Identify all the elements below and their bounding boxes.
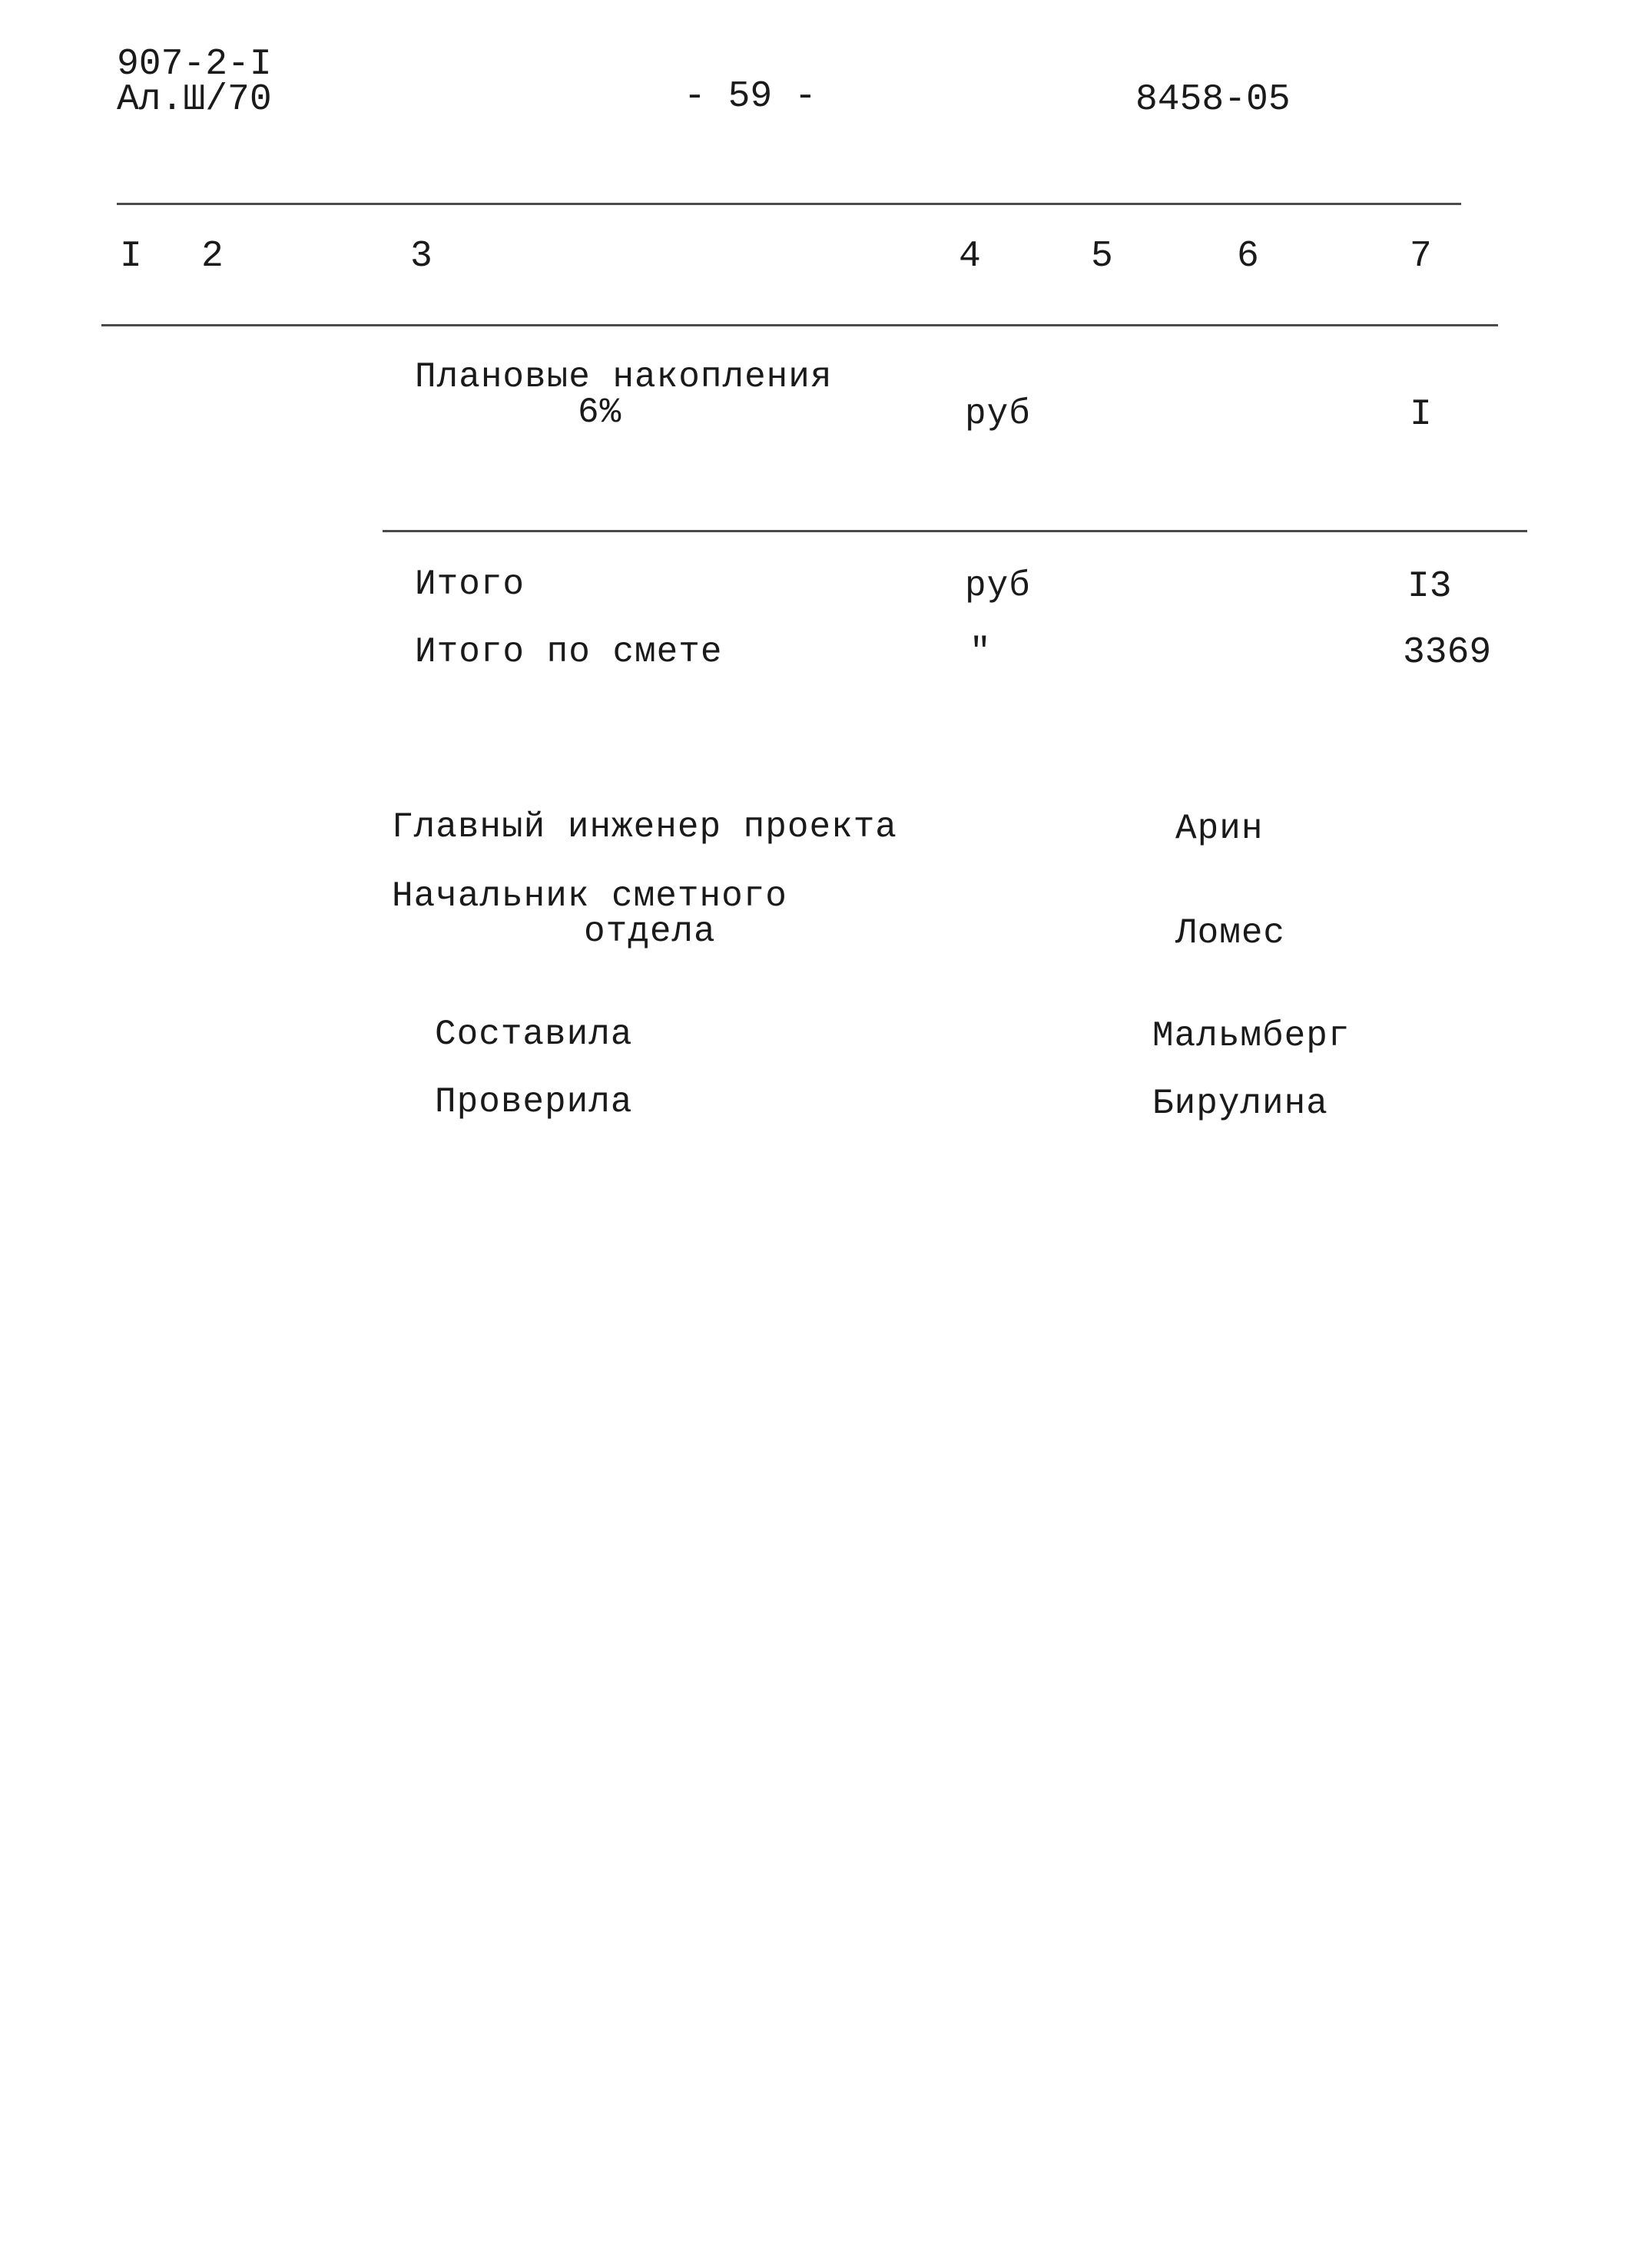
row-planned-accumulations-percent: 6% xyxy=(578,392,622,432)
column-header-1: I xyxy=(120,236,142,277)
signature-name-chief-engineer: Арин xyxy=(1175,809,1264,849)
signature-role-estimate-head-line2: отдела xyxy=(584,912,716,952)
signature-role-compiled-by: Составила xyxy=(435,1015,633,1055)
column-header-5: 5 xyxy=(1091,236,1113,277)
album-code: Ал.Ш/70 xyxy=(117,79,272,121)
row-estimate-total-value: 3369 xyxy=(1403,632,1492,674)
page-number: - 59 - xyxy=(684,76,817,118)
row-planned-accumulations-label: Плановые накопления xyxy=(415,357,833,397)
table-header-rule xyxy=(101,324,1498,326)
column-header-2: 2 xyxy=(201,236,224,277)
subtotal-rule xyxy=(383,530,1527,532)
signature-name-checked-by: Бирулина xyxy=(1152,1084,1328,1124)
column-header-3: 3 xyxy=(410,236,433,277)
doc-number: 8458-05 xyxy=(1135,79,1291,121)
row-planned-accumulations-unit: руб xyxy=(965,394,1031,434)
column-header-6: 6 xyxy=(1237,236,1259,277)
signature-name-compiled-by: Мальмберг xyxy=(1152,1016,1351,1056)
row-estimate-total-label: Итого по смете xyxy=(415,632,723,672)
signature-role-estimate-head-line1: Начальник сметного xyxy=(392,876,787,916)
row-estimate-total-unit: " xyxy=(969,632,992,672)
signature-role-chief-engineer: Главный инженер проекта xyxy=(392,807,897,847)
row-total-value: I3 xyxy=(1407,566,1452,608)
column-header-7: 7 xyxy=(1410,236,1432,277)
document-code: 907-2-I xyxy=(117,44,272,85)
row-planned-accumulations-value: I xyxy=(1410,394,1432,435)
signature-role-checked-by: Проверила xyxy=(435,1082,633,1122)
table-top-rule xyxy=(117,203,1461,205)
row-total-unit: руб xyxy=(965,566,1031,606)
row-total-label: Итого xyxy=(415,565,525,604)
signature-name-estimate-head: Ломес xyxy=(1175,913,1286,953)
column-header-4: 4 xyxy=(959,236,981,277)
